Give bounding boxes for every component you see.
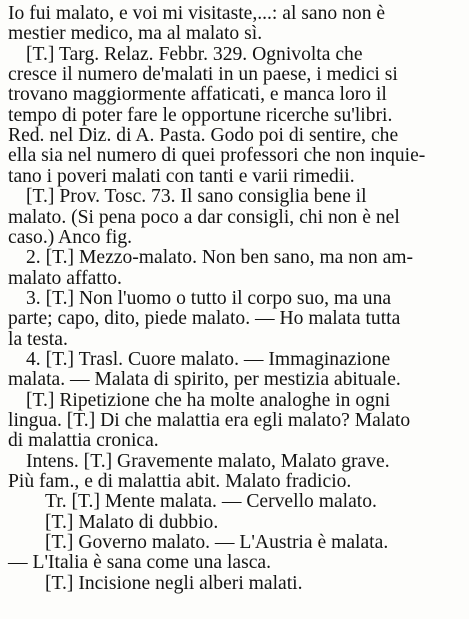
text-line: trovano maggiormente affaticati, e manca loro il xyxy=(8,85,387,106)
text-line: malato. (Si pena poco a dar consigli, chi non è nel xyxy=(8,207,400,228)
text-line: cresce il numero de'malati in un paese, i medici si xyxy=(8,65,398,86)
text-line: [T.] Ripetizione che ha molte analoghe in ogni xyxy=(26,390,391,411)
text-line: 4. [T.] Trasl. Cuore malato. — Immaginazione xyxy=(26,349,391,370)
text-line: — L'Italia è sana come una lasca. xyxy=(8,553,272,574)
text-line: caso.) Anco fig. xyxy=(8,227,133,248)
text-line: lingua. [T.] Di che malattia era egli malato? Malato xyxy=(8,411,411,431)
text-line: tempo di poter fare le opportune ricerche su'libri. xyxy=(8,105,393,126)
text-line: malato affatto. xyxy=(8,268,122,289)
text-line: malata. — Malata di spirito, per mestizia abituale. xyxy=(8,370,401,391)
text-line: [T.] Targ. Relaz. Febbr. 329. Ognivolta che xyxy=(26,44,363,65)
text-line: di malattia cronica. xyxy=(8,431,159,452)
text-line: Intens. [T.] Gravemente malato, Malato grave. xyxy=(26,451,390,472)
text-line: [T.] Incisione negli alberi malati. xyxy=(45,573,303,594)
text-line: Red. nel Diz. di A. Pasta. Godo poi di sentire, che xyxy=(8,126,399,147)
text-line: [T.] Prov. Tosc. 73. Il sano consiglia bene il xyxy=(26,187,367,208)
text-line: ella sia nel numero di quei professori che non inquie- xyxy=(8,146,426,167)
text-line: Tr. [T.] Mente malata. — Cervello malato. xyxy=(45,492,377,513)
text-line: 2. [T.] Mezzo-malato. Non ben sano, ma non am- xyxy=(26,248,414,269)
text-line: tano i poveri malati con tanti e varii rimedii. xyxy=(8,166,355,187)
text-line: [T.] Governo malato. — L'Austria è malata. xyxy=(45,533,389,554)
text-line: mestier medico, ma al malato sì. xyxy=(8,24,263,45)
text-line: [T.] Malato di dubbio. xyxy=(45,512,219,533)
text-line: Io fui malato, e voi mi visitaste,...: al sano non è xyxy=(8,4,386,24)
text-line: parte; capo, dito, piede malato. — Ho malata tutta xyxy=(8,309,401,330)
text-line: la testa. xyxy=(8,329,68,350)
text-line: 3. [T.] Non l'uomo o tutto il corpo suo, ma una xyxy=(26,288,392,309)
text-line: Più fam., e di malattia abit. Malato fradicio. xyxy=(8,472,352,493)
